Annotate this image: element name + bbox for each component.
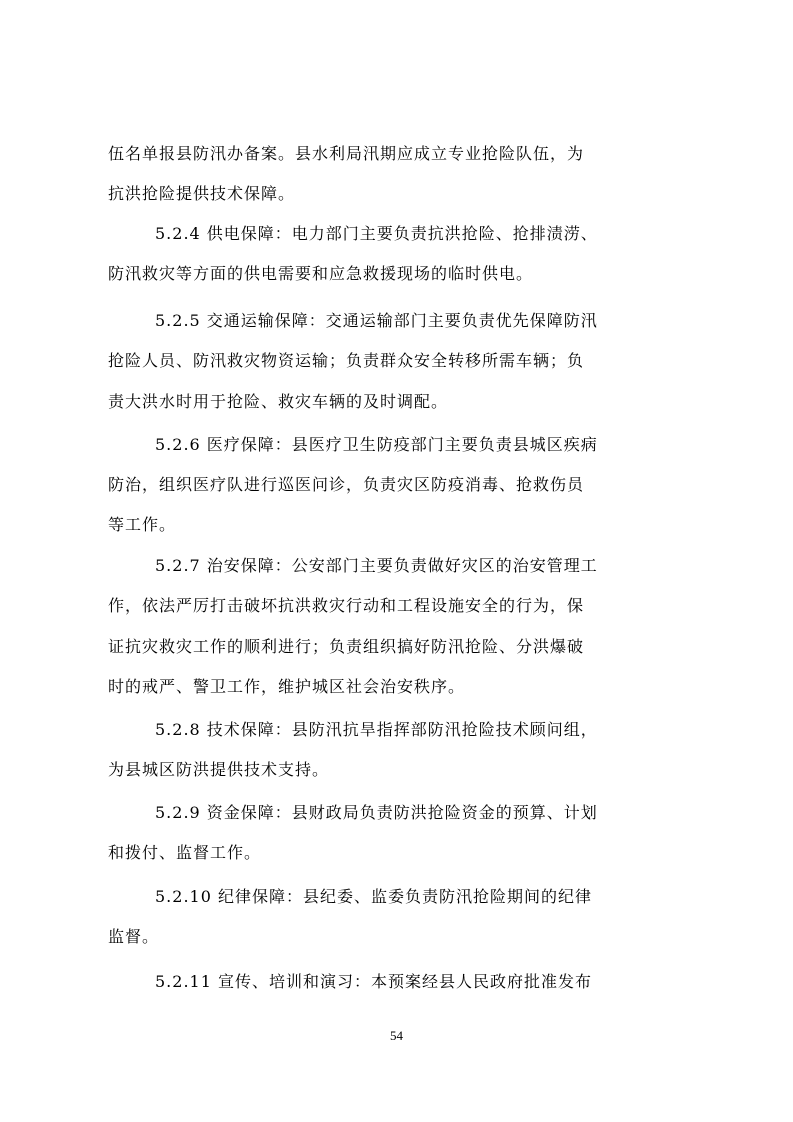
section-5-2-7-line-1: 5.2.7 治安保障：公安部门主要负责做好灾区的治安管理工 [155,556,598,575]
section-5-2-8-line-1: 5.2.8 技术保障：县防汛抗旱指挥部防汛抢险技术顾问组， [155,720,598,739]
section-5-2-9-line-2: 和拨付、监督工作。 [108,843,262,862]
section-5-2-5-line-1: 5.2.5 交通运输保障：交通运输部门主要负责优先保障防汛 [155,311,598,330]
section-5-2-9-line-1: 5.2.9 资金保障：县财政局负责防洪抢险资金的预算、计划 [155,803,598,822]
section-5-2-6-line-3: 等工作。 [108,515,177,534]
section-5-2-7-line-2: 作，依法严厉打击破坏抗洪救灾行动和工程设施安全的行为，保 [108,596,585,615]
text-line-1: 伍名单报县防汛办备案。县水利局汛期应成立专业抢险队伍，为 [108,144,585,163]
section-5-2-5-line-3: 责大洪水时用于抢险、救灾车辆的及时调配。 [108,392,449,411]
section-5-2-10-line-2: 监督。 [108,927,160,946]
section-5-2-4-line-2: 防汛救灾等方面的供电需要和应急救援现场的临时供电。 [108,264,534,283]
section-5-2-11-line-1: 5.2.11 宣传、培训和演习：本预案经县人民政府批准发布 [155,972,592,991]
section-5-2-8-line-2: 为县城区防洪提供技术支持。 [108,760,330,779]
text-line-2: 抗洪抢险提供技术保障。 [108,184,296,203]
section-5-2-10-line-1: 5.2.10 纪律保障：县纪委、监委负责防汛抢险期间的纪律 [155,887,592,906]
section-5-2-5-line-2: 抢险人员、防汛救灾物资运输；负责群众安全转移所需车辆；负 [108,351,585,370]
section-5-2-7-line-4: 时的戒严、警卫工作，维护城区社会治安秩序。 [108,677,466,696]
section-5-2-6-line-1: 5.2.6 医疗保障：县医疗卫生防疫部门主要负责县城区疾病 [155,435,598,454]
page-number: 54 [390,1028,403,1043]
section-5-2-6-line-2: 防治，组织医疗队进行巡医问诊，负责灾区防疫消毒、抢救伤员 [108,475,585,494]
section-5-2-4-line-1: 5.2.4 供电保障：电力部门主要负责抗洪抢险、抢排渍涝、 [155,224,598,243]
section-5-2-7-line-3: 证抗灾救灾工作的顺利进行；负责组织搞好防汛抢险、分洪爆破 [108,637,585,656]
